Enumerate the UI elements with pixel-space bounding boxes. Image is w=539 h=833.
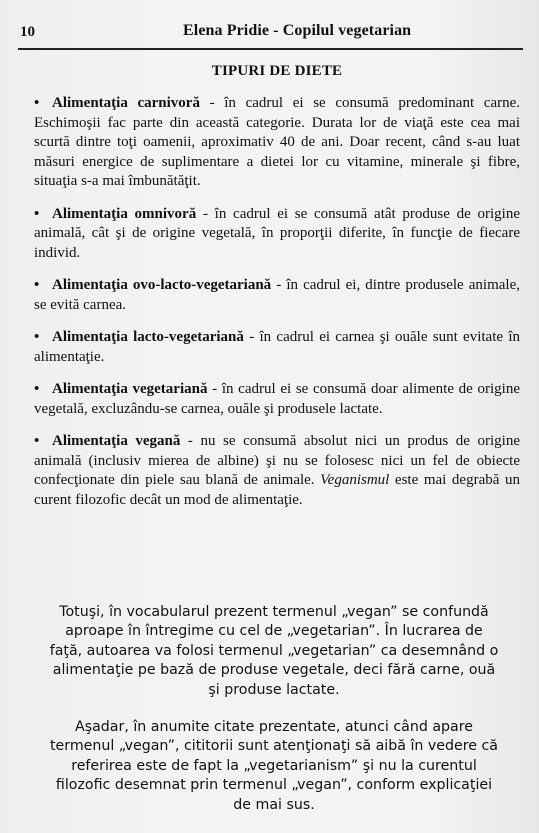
main-content — [34, 63, 520, 523]
diet-name: Alimentaţia vegană — [52, 433, 181, 449]
diet-item-carnivore — [34, 94, 520, 192]
header-rule — [18, 48, 523, 50]
page-number: 10 — [20, 24, 35, 40]
bullet-icon: • — [34, 277, 40, 293]
diet-description: animală, cât şi de origine vegetală, în proporţii diferite, în funcţie de fiecare individ. — [34, 225, 520, 261]
veganism-term: Veganismul — [320, 472, 390, 488]
diet-description: în alimentaţie. — [34, 329, 521, 365]
bullet-icon: • — [34, 95, 40, 111]
diet-description: Eschimoşii fac parte din această categorie. Durata lor de viaţă este cea mai scurtă dintre toţi oamenii, aproximativ 40 de ani. Doar recent, când s-au luat măsuri energice de suplimentare a dietei lor cu vitamine, minerale şi fibre, situaţia s-a mai îmbunătăţit. — [34, 114, 520, 189]
diet-name: Alimentaţia ovo-lacto-vegetariană — [52, 277, 272, 293]
diet-description: origine vegetală, excluzându-se carnea, ouăle şi produsele lactate. — [34, 381, 520, 417]
diet-description-end: este mai degrabă un curent filozofic decât un mod de alimentaţie. — [34, 472, 521, 508]
diet-first-line: - nu se consumă absolut nici un produs de origine — [180, 433, 520, 449]
diet-name: Alimentaţia carnivoră — [52, 95, 200, 111]
note-paragraph: Aşadar, în anumite citate prezentate, atunci când apare termenul „vegan”, cititorii sunt atenţionaţi să aibă în vedere că referirea este de fapt la „vegetarianism” şi nu la curentul filozofic desemnat prin termenul „vegan”, conform explicaţiei de mai sus. — [49, 719, 498, 813]
diet-name: Alimentaţia lacto-vegetariană — [52, 329, 244, 345]
diet-first-line: - în cadrul ei se consumă atât produse de origine — [196, 205, 521, 222]
diet-first-line: - în cadrul ei, dintre produsele — [271, 277, 464, 293]
section-title: TIPURI DE DIETE — [211, 63, 343, 79]
diet-name: Alimentaţia omnivoră — [52, 205, 197, 222]
diet-description: animală (inclusiv mierea de albine) şi nu se folosesc nici un fel de obiecte confecţionate din piele sau blană de animale. — [34, 452, 520, 488]
diet-name: Alimentaţia vegetariană — [52, 381, 208, 397]
note-paragraph: Totuşi, în vocabularul prezent termenul „vegan” se confundă aproape în întregime cu cel de „vegetarian”. În lucrarea de faţă, autoarea va folosi termenul „vegetarian” ca desemnând o alimentaţie pe bază de produse vegetale, deci fără carne, ouă şi produse lactate. — [49, 604, 499, 698]
bullet-icon: • — [34, 205, 40, 222]
diet-description: animale, se evită carnea. — [34, 277, 520, 313]
bullet-icon: • — [34, 381, 40, 397]
page-header — [18, 20, 523, 46]
diet-first-line: - în cadrul ei se consumă doar alimente de — [207, 381, 473, 397]
diet-item-ovo-lacto — [34, 276, 520, 315]
diet-first-line: - în cadrul ei carnea şi ouăle sunt evitate — [243, 329, 504, 345]
diet-item-vegetarian — [34, 380, 520, 419]
diet-item-vegan — [34, 432, 520, 510]
bullet-icon: • — [34, 329, 40, 345]
diet-first-line: - în cadrul ei se consumă predominant carne. — [199, 95, 521, 111]
bullet-icon: • — [34, 433, 40, 449]
running-head: Elena Pridie - Copilul vegetarian — [183, 22, 412, 39]
diet-item-lacto — [34, 328, 520, 367]
diet-item-omnivore — [34, 205, 520, 264]
